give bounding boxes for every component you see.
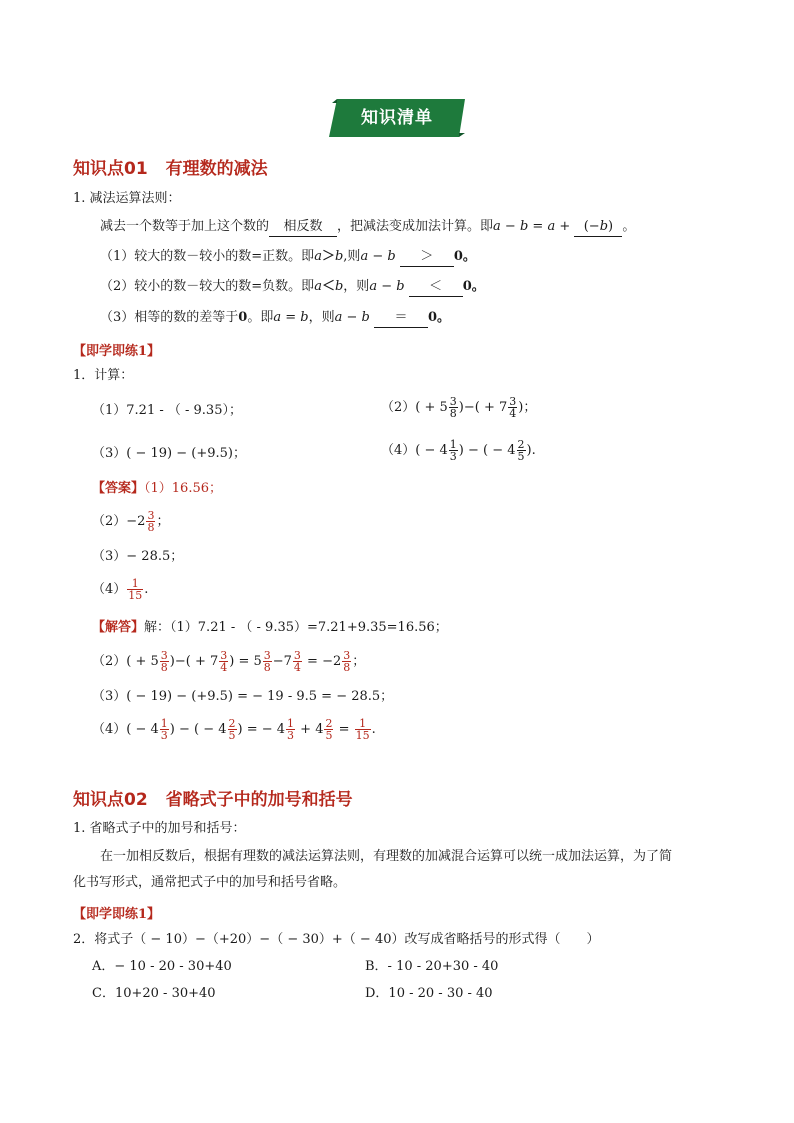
frac-num: 2 [517,438,525,451]
rule-var: a [547,219,556,234]
rule-op: + [555,219,575,234]
case-then: ，则 [343,279,370,294]
fraction [219,650,228,673]
q2-end: )； [518,400,537,415]
frac-den: 8 [343,661,351,674]
case-op: ＞ [321,249,335,264]
rule-answer-open: (− [583,219,600,234]
frac-den: 8 [147,521,155,534]
fraction [508,396,517,419]
fraction [160,650,169,673]
solution-line-3: （3）( − 19) − (+9.5) = − 19 - 9.5 = − 28.5； [92,689,394,704]
answer-4-pre: （4） [92,582,127,597]
frac-den: 15 [355,729,370,742]
frac-num: 3 [509,395,517,408]
case-op: ＜ [321,279,335,294]
frac-num: 1 [160,717,168,730]
answer-line-1 [92,480,222,498]
sol4-end: . [371,722,376,737]
q2-pre: （2） [381,400,416,415]
practice2-question: 2．将式子（ − 10）−（+20）−（ − 30）+（ − 40）改写成省略括号的形式得（ ） [73,932,600,947]
q4-pre: （4）( − 4 [381,443,448,458]
frac-num: 1 [287,717,295,730]
frac-den: 15 [128,589,143,602]
case-expr: a − b [334,310,370,325]
answer-line-2 [92,510,169,533]
kp1-item-label: 1. 减法运算法则： [73,191,181,206]
sol2-pre: （2）( + 5 [92,654,159,669]
case-text: 相等的数的差等于 [134,310,239,325]
case-expr: a − b [369,279,405,294]
frac-den: 4 [293,661,301,674]
frac-den: 5 [325,729,333,742]
practice1-tag: 【即学即练1】 [73,344,161,359]
frac-den: 8 [160,661,168,674]
frac-den: 4 [509,407,517,420]
rule-text-b: ，把减法变成加法计算。即 [337,219,494,234]
fraction [449,396,458,419]
answer-line-3: （3）− 28.5； [92,549,184,564]
practice1-q4 [381,439,536,462]
rule-var: a [493,219,501,234]
case-text: 。即 [247,310,274,325]
option-c[interactable]: C．10+20 - 30+40 [92,986,216,1001]
answer-tag: 【答案】 [92,481,145,496]
case-label: （3） [100,310,135,325]
case-zero-a: 0 [238,310,248,325]
rule-text-a: 减去一个数等于加上这个数的 [100,219,270,234]
frac-den: 8 [263,661,271,674]
case-answer-blank: ＞ [400,248,454,267]
kp2-title-text: 省略式子中的加号和括号 [165,790,353,810]
kp1-case-2 [100,278,485,297]
fraction [286,718,295,741]
frac-num: 2 [325,717,333,730]
q2-mid: )−( + 7 [458,400,508,415]
kp2-item-label: 1. 省略式子中的加号和括号： [73,821,246,836]
case-zero: 0。 [462,279,485,294]
rule-answer-close: ) [608,219,614,234]
practice1-q1: （1）7.21 - （ - 9.35）； [92,403,242,418]
rule-op: = [528,219,548,234]
case-cond: a = b [273,310,309,325]
kp2-title [73,785,353,810]
frac-den: 3 [160,729,168,742]
kp2-title-num: 知识点02 [73,790,148,810]
sol4-plus: + 4 [296,722,324,737]
sol4-pre: （4）( − 4 [92,722,159,737]
solution-line-4 [92,718,376,741]
answer-2-end: ； [156,514,170,529]
fraction [517,439,526,462]
fraction [293,650,302,673]
frac-num: 3 [343,649,351,662]
frac-num: 3 [293,649,301,662]
fraction [324,718,333,741]
fraction [146,510,155,533]
banner-label: 知识清单 [361,108,433,128]
case-var: a [314,279,322,294]
frac-den: 4 [220,661,228,674]
fraction [342,650,351,673]
frac-den: 5 [517,450,525,463]
option-d[interactable]: D．10 - 20 - 30 - 40 [365,986,493,1001]
fraction [127,578,143,601]
rule-end: 。 [622,219,636,234]
sol2-eq1: ) = 5 [229,654,262,669]
practice1-label: 1．计算： [73,368,134,383]
frac-num: 3 [220,649,228,662]
practice2-tag: 【即学即练1】 [73,907,161,922]
frac-den: 8 [449,407,457,420]
fraction [263,650,272,673]
case-answer-blank: ＝ [374,309,428,328]
q2-a: ( + 5 [415,400,448,415]
option-b[interactable]: B．- 10 - 20+30 - 40 [365,959,499,974]
solution-tag: 【解答】 [92,620,145,635]
answer-4-end: . [144,582,149,597]
kp1-title [73,154,268,179]
practice1-q3: （3）( − 19) − (+9.5)； [92,446,246,461]
practice1-q2 [381,396,536,419]
answer-2-pre: （2）−2 [92,514,146,529]
section-banner [329,99,465,137]
case-answer-blank: ＜ [409,278,463,297]
frac-num: 1 [359,717,367,730]
frac-num: 3 [147,509,155,522]
option-a[interactable]: A．− 10 - 20 - 30+40 [92,959,232,974]
frac-num: 1 [131,577,139,590]
sol4-eq2: = [334,722,354,737]
rule-answer-blank [574,218,622,237]
kp2-para-line-1: 在一加相反数后，根据有理数的减法运算法则，有理数的加减混合运算可以统一成加法运算，为了简 [100,849,673,864]
case-then: ，则 [308,310,335,325]
case-var: b [334,249,344,264]
rule-blank: 相反数 [269,218,337,237]
rule-var: b [519,219,529,234]
frac-num: 1 [449,438,457,451]
case-label: （2） [100,279,135,294]
kp1-case-3 [100,309,450,328]
case-then: ,则 [343,249,361,264]
case-text: 较小的数－较大的数=负数。即 [134,279,315,294]
sol4-mid: ) − ( − 4 [169,722,227,737]
solution-1: 解：（1）7.21 - （ - 9.35）=7.21+9.35=16.56； [144,620,448,635]
rule-op: − [500,219,520,234]
q4-end: ). [526,443,536,458]
fraction [449,439,458,462]
sol2-eq2: = −2 [302,654,342,669]
frac-den: 5 [228,729,236,742]
frac-num: 3 [160,649,168,662]
frac-num: 3 [263,649,271,662]
kp2-paragraph [73,844,723,896]
answer-1: （1）16.56； [144,481,223,496]
fraction [355,718,371,741]
frac-den: 3 [449,450,457,463]
q4-mid: ) − ( − 4 [458,443,516,458]
fraction [160,718,169,741]
kp2-para-line-2: 化书写形式，通常把式子中的加号和括号省略。 [73,875,347,890]
case-var: b [334,279,344,294]
kp1-title-num: 知识点01 [73,159,148,179]
case-var: a [314,249,322,264]
frac-num: 3 [449,395,457,408]
kp1-title-text: 有理数的减法 [165,159,268,179]
sol2-end: ； [352,654,366,669]
kp1-rule [100,218,635,237]
case-label: （1） [100,249,135,264]
case-zero: 0。 [453,249,476,264]
frac-den: 3 [287,729,295,742]
sol2-mid: )−( + 7 [169,654,219,669]
sol4-eq1: ) = − 4 [237,722,286,737]
frac-num: 2 [228,717,236,730]
rule-answer-var: b [599,219,609,234]
solution-line-1 [92,619,448,637]
kp1-case-1 [100,248,476,267]
answer-line-4 [92,578,148,601]
case-text: 较大的数－较小的数=正数。即 [134,249,315,264]
case-expr: a − b [360,249,396,264]
case-zero: 0。 [427,310,451,325]
sol2-minus: −7 [272,654,292,669]
fraction [228,718,237,741]
solution-line-2 [92,650,365,673]
